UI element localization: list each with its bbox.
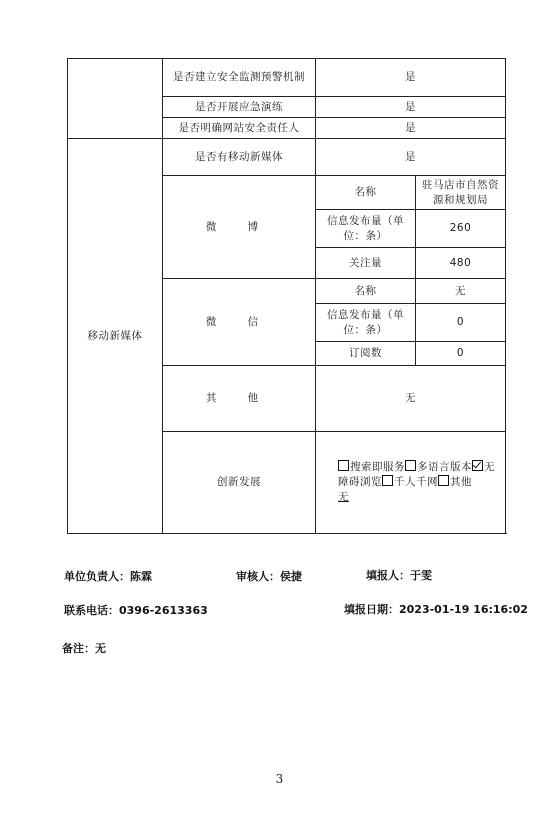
checkbox-icon <box>382 475 393 486</box>
wechat-name-label: 名称 <box>316 279 416 304</box>
warning-label: 是否建立安全监测预警机制 <box>163 59 316 97</box>
has-media-label: 是否有移动新媒体 <box>163 139 316 176</box>
unit-head: 单位负责人：陈霖 <box>64 570 152 583</box>
report-table <box>67 58 506 534</box>
option-accessibility[interactable]: 无障碍浏览 <box>338 461 495 488</box>
table-row <box>68 139 506 176</box>
option-other[interactable]: 其他 <box>438 476 472 488</box>
wechat-subs-value: 0 <box>416 342 506 366</box>
innovation-other-value: 无 <box>338 491 349 503</box>
checkbox-icon <box>338 460 349 471</box>
weibo-name-label: 名称 <box>316 176 416 210</box>
wechat-name-value: 无 <box>416 279 506 304</box>
weibo-posts-label: 信息发布量（单位：条） <box>316 210 416 248</box>
option-personalized[interactable]: 千人千网 <box>382 476 438 488</box>
page-number: 3 <box>275 772 284 786</box>
wechat-label: 微 信 <box>163 279 316 366</box>
wechat-posts-value: 0 <box>416 304 506 342</box>
filler: 填报人：于雯 <box>366 569 432 582</box>
weibo-followers-value: 480 <box>416 248 506 279</box>
drill-value: 是 <box>316 97 506 118</box>
checked-checkbox-icon <box>472 460 483 471</box>
table-row <box>68 59 506 97</box>
section-cell-blank <box>68 59 163 139</box>
weibo-name-value: 驻马店市自然资源和规划局 <box>416 176 506 210</box>
has-media-value: 是 <box>316 139 506 176</box>
warning-value: 是 <box>316 59 506 97</box>
weibo-followers-label: 关注量 <box>316 248 416 279</box>
contact-phone: 联系电话：0396-2613363 <box>64 604 208 617</box>
fill-date: 填报日期：2023-01-19 16:16:02 <box>344 603 528 616</box>
weibo-label: 微 博 <box>163 176 316 279</box>
reviewer: 审核人：侯捷 <box>236 570 302 583</box>
innovation-label: 创新发展 <box>163 432 316 534</box>
checkbox-icon <box>438 475 449 486</box>
media-section-label: 移动新媒体 <box>68 139 163 534</box>
innovation-options <box>316 432 506 534</box>
option-search-as-service[interactable]: 搜索即服务 <box>338 461 405 473</box>
responsible-value: 是 <box>316 118 506 139</box>
wechat-subs-label: 订阅数 <box>316 342 416 366</box>
remark: 备注：无 <box>62 642 106 655</box>
other-media-label: 其 他 <box>163 366 316 432</box>
weibo-posts-value: 260 <box>416 210 506 248</box>
responsible-label: 是否明确网站安全责任人 <box>163 118 316 139</box>
option-multilingual[interactable]: 多语言版本 <box>405 461 472 473</box>
drill-label: 是否开展应急演练 <box>163 97 316 118</box>
wechat-posts-label: 信息发布量（单位：条） <box>316 304 416 342</box>
checkbox-icon <box>405 460 416 471</box>
other-media-value: 无 <box>316 366 506 432</box>
